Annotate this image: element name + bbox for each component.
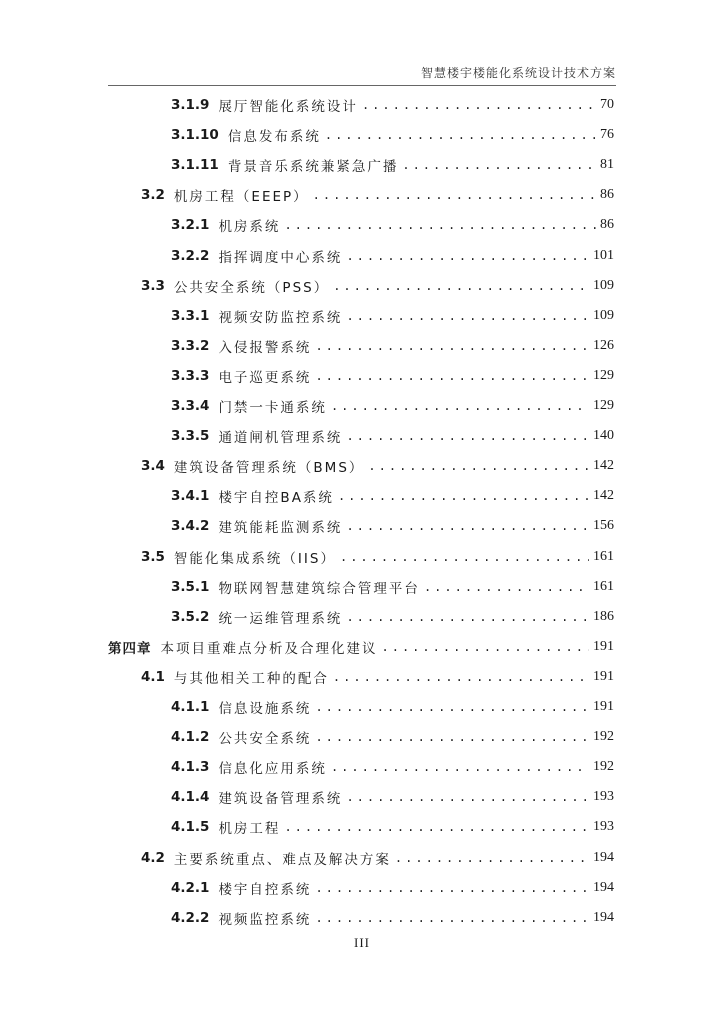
toc-entry-number: 4.2 (141, 849, 165, 866)
toc-entry[interactable] (171, 150, 614, 180)
toc-entry-page: 142 (593, 458, 614, 474)
toc-dot-leader (331, 399, 589, 413)
toc-entry-number: 3.5.1 (171, 578, 210, 595)
toc-entry-page: 194 (593, 879, 614, 895)
toc-entry-page: 76 (600, 127, 614, 143)
toc-dot-leader (395, 851, 589, 865)
toc-entry-number: 3.3.2 (171, 337, 210, 354)
toc-entry[interactable] (141, 271, 614, 301)
toc-entry-number: 3.3.1 (171, 307, 210, 324)
toc-entry-number: 3.3 (141, 277, 165, 294)
toc-entry-page: 109 (593, 277, 614, 293)
toc-entry[interactable] (171, 873, 614, 903)
toc-entry[interactable] (171, 903, 614, 933)
toc-entry-title: 展厅智能化系统设计 (218, 99, 358, 115)
toc-entry-title: 机房系统 (218, 219, 281, 236)
toc-dot-leader (284, 218, 596, 232)
toc-dot-leader (325, 128, 596, 142)
toc-entry-number: 第四章 (108, 640, 152, 657)
toc-dot-leader (284, 820, 589, 834)
toc-entry[interactable] (141, 662, 614, 692)
toc-dot-leader (315, 339, 589, 353)
toc-entry[interactable] (171, 90, 614, 120)
toc-dot-leader (346, 249, 589, 263)
toc-entry[interactable] (171, 481, 614, 511)
toc-entry-title: 门禁一卡通系统 (218, 400, 327, 416)
toc-entry[interactable] (141, 451, 614, 481)
toc-dot-leader (315, 700, 589, 714)
toc-entry-title: 楼宇自控BA系统 (218, 490, 334, 507)
toc-entry-number: 3.3.3 (171, 367, 210, 384)
toc-dot-leader (333, 279, 589, 293)
toc-entry-title: 信息设施系统 (218, 701, 312, 717)
toc-entry-title: 信息发布系统 (227, 129, 321, 146)
toc-entry-title: 机房工程 (218, 821, 281, 838)
toc-entry-number: 3.1.11 (171, 157, 219, 174)
toc-entry-page: 191 (593, 638, 614, 654)
toc-dot-leader (315, 911, 589, 925)
toc-entry-page: 109 (593, 307, 614, 323)
toc-entry-number: 4.1.2 (171, 729, 210, 746)
toc-entry[interactable] (171, 421, 614, 451)
toc-entry-page: 194 (593, 849, 614, 865)
toc-entry-number: 4.1.5 (171, 819, 210, 836)
toc-entry-number: 3.3.5 (171, 428, 210, 445)
toc-entry-page: 194 (593, 909, 614, 925)
toc-entry-title: 与其他相关工种的配合 (173, 670, 329, 687)
toc-entry-page: 161 (593, 578, 614, 594)
toc-entry-number: 4.1.3 (171, 759, 210, 776)
toc-entry-number: 3.2.1 (171, 217, 210, 234)
toc-entry-title: 建筑设备管理系统 (218, 791, 343, 808)
toc-entry-title: 楼宇自控系统 (218, 881, 312, 898)
toc-entry[interactable] (171, 120, 614, 150)
toc-dot-leader (340, 550, 589, 564)
toc-entry[interactable] (141, 843, 614, 873)
toc-dot-leader (402, 158, 596, 172)
toc-entry-title: 视频监控系统 (218, 911, 312, 928)
toc-entry-title: 公共安全系统 (218, 731, 312, 748)
toc-entry[interactable] (171, 572, 614, 602)
toc-entry-page: 86 (600, 187, 614, 203)
toc-entry[interactable] (171, 361, 614, 391)
toc-dot-leader (362, 98, 596, 112)
toc-entry[interactable] (171, 511, 614, 541)
toc-entry-page: 129 (593, 367, 614, 383)
toc-entry-number: 4.1.4 (171, 789, 210, 806)
toc-entry-title: 入侵报警系统 (218, 339, 312, 356)
toc-dot-leader (331, 760, 589, 774)
toc-entry[interactable] (171, 301, 614, 331)
toc-entry-number: 4.2.2 (171, 909, 210, 926)
toc-entry-number: 3.5 (141, 548, 165, 565)
toc-entry[interactable] (171, 331, 614, 361)
toc-entry-title: 智能化集成系统（IIS） (173, 550, 336, 567)
toc-dot-leader (424, 580, 589, 594)
toc-entry-number: 3.2.2 (171, 247, 210, 264)
toc-entry[interactable] (171, 602, 614, 632)
toc-entry-title: 建筑设备管理系统（BMS） (173, 460, 365, 477)
toc-dot-leader (315, 369, 589, 383)
toc-entry-number: 3.1.9 (171, 97, 210, 113)
toc-entry-page: 156 (593, 518, 614, 534)
toc-entry-title: 机房工程（EEEP） (173, 189, 309, 206)
toc-dot-leader (346, 790, 589, 804)
toc-entry-title: 指挥调度中心系统 (218, 249, 343, 266)
toc-entry-page: 129 (593, 398, 614, 413)
toc-dot-leader (346, 610, 589, 624)
toc-entry-number: 4.1 (141, 668, 165, 685)
toc-dot-leader (333, 670, 589, 684)
toc-entry-title: 电子巡更系统 (218, 369, 312, 386)
toc-entry-page: 161 (593, 548, 614, 564)
toc-entry-page: 193 (593, 789, 614, 805)
toc-entry-title: 统一运维管理系统 (218, 610, 343, 627)
header-divider (108, 85, 616, 86)
toc-entry-page: 142 (593, 488, 614, 504)
toc-entry-title: 背景音乐系统兼紧急广播 (227, 159, 399, 176)
toc-entry[interactable] (171, 241, 614, 271)
toc-entry-number: 3.1.10 (171, 127, 219, 144)
toc-dot-leader (368, 459, 589, 473)
toc-dot-leader (346, 309, 589, 323)
toc-entry-page: 101 (593, 247, 614, 263)
toc-entry-page: 193 (593, 819, 614, 835)
toc-entry-number: 3.3.4 (171, 398, 210, 414)
toc-entry-page: 191 (593, 668, 614, 684)
toc-entry-page: 86 (600, 217, 614, 233)
toc-entry-number: 3.4.1 (171, 488, 210, 505)
toc-entry[interactable] (171, 391, 614, 421)
toc-dot-leader (313, 188, 596, 202)
toc-entry-page: 186 (593, 608, 614, 624)
toc-entry-page: 81 (600, 157, 614, 173)
toc-entry[interactable] (171, 812, 614, 842)
toc-entry-title: 通道闸机管理系统 (218, 430, 343, 447)
toc-entry-page: 140 (593, 428, 614, 444)
toc-entry-title: 物联网智慧建筑综合管理平台 (218, 580, 420, 597)
toc-entry[interactable] (171, 722, 614, 752)
toc-dot-leader (315, 881, 589, 895)
running-header: 智慧楼宇楼能化系统设计技术方案 (420, 66, 616, 80)
toc-entry[interactable] (171, 692, 614, 722)
toc-entry-page: 192 (593, 759, 614, 775)
toc-entry[interactable] (108, 632, 614, 662)
toc-entry[interactable] (171, 782, 614, 812)
toc-entry-page: 191 (593, 699, 614, 714)
toc-entry[interactable] (141, 542, 614, 572)
toc-dot-leader (346, 429, 589, 443)
toc-entry-title: 视频安防监控系统 (218, 309, 343, 326)
toc-entry[interactable] (141, 180, 614, 210)
toc-entry-title: 主要系统重点、难点及解决方案 (173, 851, 391, 868)
toc-entry-number: 3.5.2 (171, 608, 210, 625)
toc-entry-number: 4.2.1 (171, 879, 210, 896)
toc-entry-number: 3.4 (141, 458, 165, 475)
toc-dot-leader (338, 489, 589, 503)
toc-dot-leader (346, 519, 589, 533)
toc-entry-title: 信息化应用系统 (218, 761, 327, 778)
toc-entry-page: 192 (593, 729, 614, 745)
toc-entry[interactable] (171, 752, 614, 782)
toc-entry-number: 3.2 (141, 187, 165, 204)
toc-entry-page: 126 (593, 337, 614, 353)
toc-entry-title: 公共安全系统（PSS） (173, 279, 330, 296)
toc-entry-title: 本项目重难点分析及合理化建议 (160, 640, 378, 657)
toc-entry-page: 70 (600, 97, 614, 112)
toc-dot-leader (382, 640, 590, 654)
toc-entry[interactable] (171, 210, 614, 240)
page-number: III (354, 935, 370, 950)
toc-dot-leader (315, 730, 589, 744)
toc-entry-number: 3.4.2 (171, 518, 210, 535)
toc-entry-title: 建筑能耗监测系统 (218, 520, 343, 537)
toc-entry-number: 4.1.1 (171, 699, 210, 715)
